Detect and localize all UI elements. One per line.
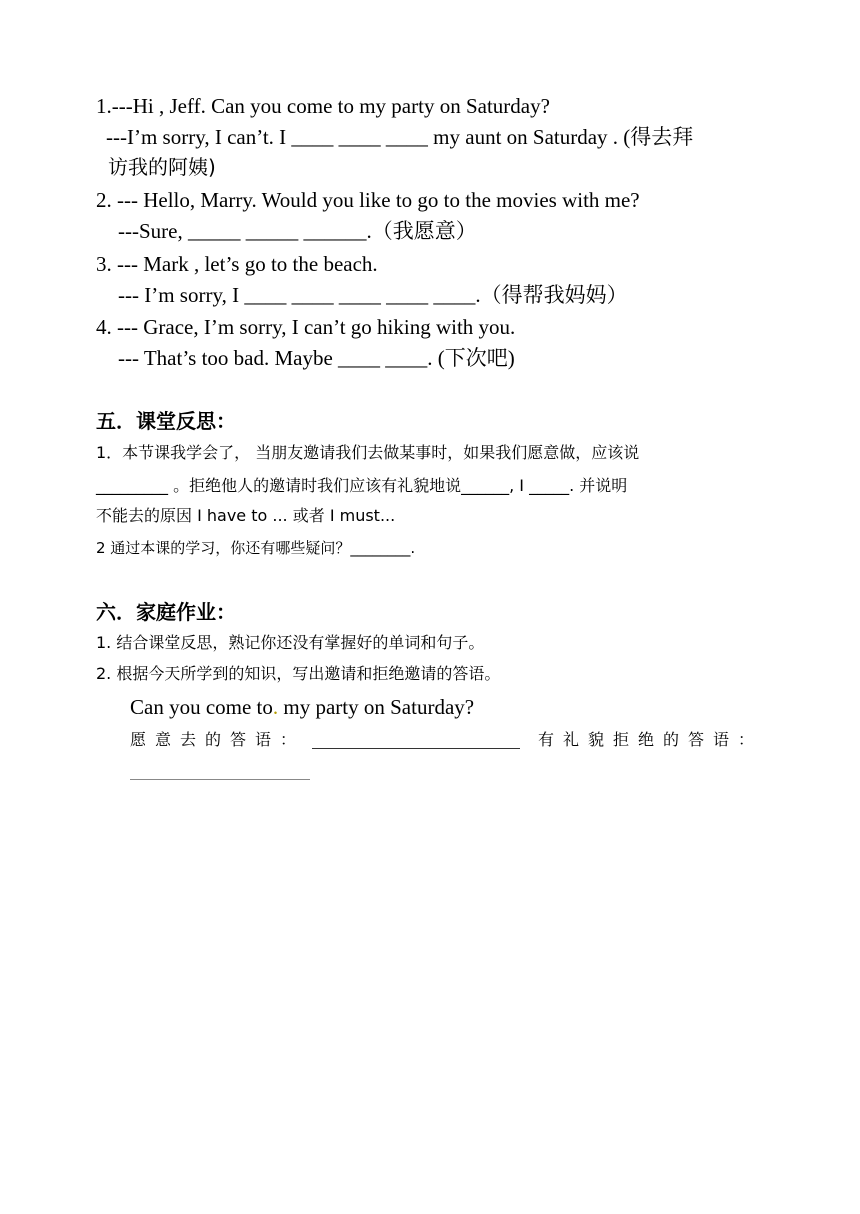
q2-line2: ---Sure, _____ _____ ______.（我愿意） — [118, 219, 477, 243]
section5-heading: 五．课堂反思： — [96, 409, 236, 433]
answer-refuse-label: 有礼貌拒绝的答语： — [538, 730, 764, 749]
answer-accept-blank[interactable] — [312, 748, 520, 749]
q3-line2: --- I’m sorry, I ____ ____ ____ ____ ____.（得帮我妈妈） — [118, 283, 628, 307]
section6-heading: 六．家庭作业： — [96, 600, 236, 624]
q3-line1: 3. --- Mark , let’s go to the beach. — [96, 252, 378, 276]
homework-question-part1: Can you come to — [130, 695, 273, 719]
section6-item1: 1. 结合课堂反思，熟记你还没有掌握好的单词和句子。 — [96, 633, 485, 652]
section5-item1-line2: _________ 。拒绝他人的邀请时我们应该有礼貌地说______, I _____. 并说明 — [96, 476, 628, 495]
q4-line1: 4. --- Grace, I’m sorry, I can’t go hiking with you. — [96, 315, 516, 339]
q2-line1: 2. --- Hello, Marry. Would you like to go to the movies with me? — [96, 188, 640, 212]
q1-line2: ---I’m sorry, I can’t. I ____ ____ ____ my aunt on Saturday . (得去拜 — [106, 125, 694, 149]
homework-question-part2: my party on Saturday? — [278, 695, 475, 719]
section5-item1-line1: 1．本节课我学会了， 当朋友邀请我们去做某事时，如果我们愿意做，应该说 — [96, 443, 640, 462]
q4-line2: --- That’s too bad. Maybe ____ ____. (下次吧) — [118, 346, 515, 370]
answer-refuse-blank[interactable] — [130, 779, 310, 780]
section5-item2: 2 通过本课的学习，你还有哪些疑问？________. — [96, 539, 416, 557]
homework-question — [130, 697, 474, 718]
section6-item2: 2. 根据今天所学到的知识，写出邀请和拒绝邀请的答语。 — [96, 664, 501, 683]
homework-question-dot: . — [272, 695, 279, 719]
q1-line3: 访我的阿姨) — [108, 155, 216, 179]
answer-accept-label: 愿意去的答语： — [130, 730, 306, 749]
q1-line1: 1.---Hi , Jeff. Can you come to my party on Saturday? — [96, 94, 550, 118]
section5-item1-line3: 不能去的原因 I have to ... 或者 I must... — [96, 506, 396, 525]
